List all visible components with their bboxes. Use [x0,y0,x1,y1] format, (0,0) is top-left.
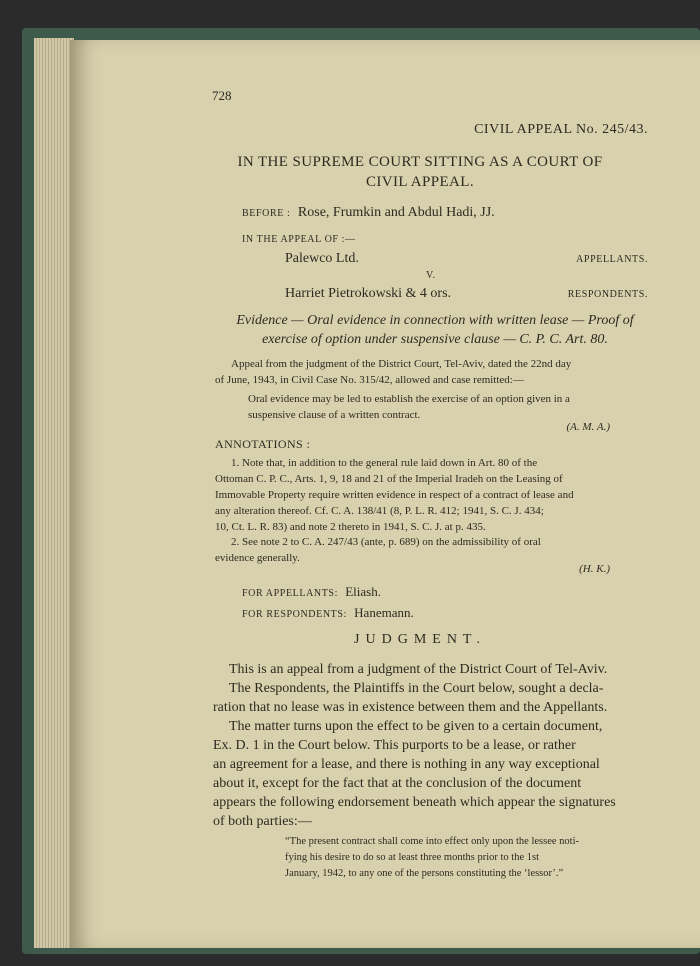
court-title-line1: IN THE SUPREME COURT SITTING AS A COURT OF [237,154,603,170]
body-line: ration that no lease was in existence between them and the Appellants. [213,700,608,715]
held-summary [248,391,658,423]
note1-line: 1. Note that, in addition to the general rule laid down in Art. 80 of the [231,457,538,469]
note1-line: 10, Ct. L. R. 83) and note 2 thereto in 1941, S. C. J. at p. 435. [215,521,486,533]
for-appellants-line [242,584,381,600]
reporter-initials-2: (H. K.) [579,563,610,575]
before-line [242,205,495,221]
note1-line: any alteration thereof. Cf. C. A. 138/41 (8, P. L. R. 412; 1941, S. C. J. 434; [215,505,544,517]
headnote-line2: exercise of option under suspensive clause — C. P. C. Art. 80. [262,332,608,347]
court-title [200,152,640,192]
headnote-line1: Evidence — Oral evidence in connection with written lease — Proof of [236,313,634,328]
note1-line: Immovable Property require written evidence in respect of a contract of lease and [215,489,574,501]
appeal-from-line1: Appeal from the judgment of the District Court, Tel-Aviv, dated the 22nd day [231,358,572,370]
quote-line: fying his desire to do so at least three months prior to the 1st [285,852,539,863]
appeal-from-line2: of June, 1943, in Civil Case No. 315/42, allowed and case remitted:— [215,374,524,386]
body-line: of both parties:— [213,814,312,829]
body-line: an agreement for a lease, and there is nothing in any way exceptional [213,757,600,772]
note2-line: 2. See note 2 to C. A. 247/43 (ante, p. 689) on the admissibility of oral [231,536,541,548]
body-line: appears the following endorsement beneath which appear the signatures [213,795,616,810]
body-line: This is an appeal from a judgment of the District Court of Tel-Aviv. [229,662,608,677]
versus: V. [426,270,436,281]
quote-line: “The present contract shall come into effect only upon the lessee noti- [285,836,579,847]
for-respondents-counsel: Hanemann. [354,605,414,620]
headnote [205,311,665,349]
body-line: about it, except for the fact that at the conclusion of the document [213,776,582,791]
held-line2: suspensive clause of a written contract. [248,409,421,421]
before-label: BEFORE : [242,208,291,219]
appeal-of-label: IN THE APPEAL OF :— [242,234,356,245]
body-line: The matter turns upon the effect to be given to a certain document, [229,719,603,734]
respondent-name: Harriet Pietrokowski & 4 ors. [285,286,452,301]
appellant-name: Palewco Ltd. [285,251,359,266]
book-page [70,40,700,948]
judgment-heading: JUDGMENT. [354,632,486,647]
quoted-endorsement [285,834,655,882]
before-judges: Rose, Frumkin and Abdul Hadi, JJ. [297,205,495,220]
held-line1: Oral evidence may be led to establish the exercise of an option given in a [248,393,570,405]
judgment-body [213,660,653,831]
court-title-line2: CIVIL APPEAL. [366,174,474,190]
reporter-initials-1: (A. M. A.) [566,421,610,433]
annotation-note-1 [215,455,653,535]
for-respondents-line [242,605,414,621]
respondents-label: RESPONDENTS. [567,289,648,300]
for-appellants-label: FOR APPELLANTS: [242,588,338,599]
note2-line: evidence generally. [215,552,300,564]
note1-line: Ottoman C. P. C., Arts. 1, 9, 18 and 21 of the Imperial Iradeh on the Leasing of [215,473,563,485]
quote-line: January, 1942, to any one of the persons constituting the ‘lessor’.” [285,868,564,879]
annotation-note-2 [215,534,653,566]
appellants-label: APPELLANTS. [576,254,648,265]
page-number: 728 [212,88,232,103]
appeal-from [215,356,653,388]
for-respondents-label: FOR RESPONDENTS: [242,609,347,620]
case-header: CIVIL APPEAL No. 245/43. [474,122,648,137]
body-line: The Respondents, the Plaintiffs in the Court below, sought a decla- [229,681,604,696]
for-appellants-counsel: Eliash. [345,584,381,599]
body-line: Ex. D. 1 in the Court below. This purports to be a lease, or rather [213,738,576,753]
annotations-label: ANNOTATIONS : [215,437,311,451]
page-edges [34,38,74,948]
